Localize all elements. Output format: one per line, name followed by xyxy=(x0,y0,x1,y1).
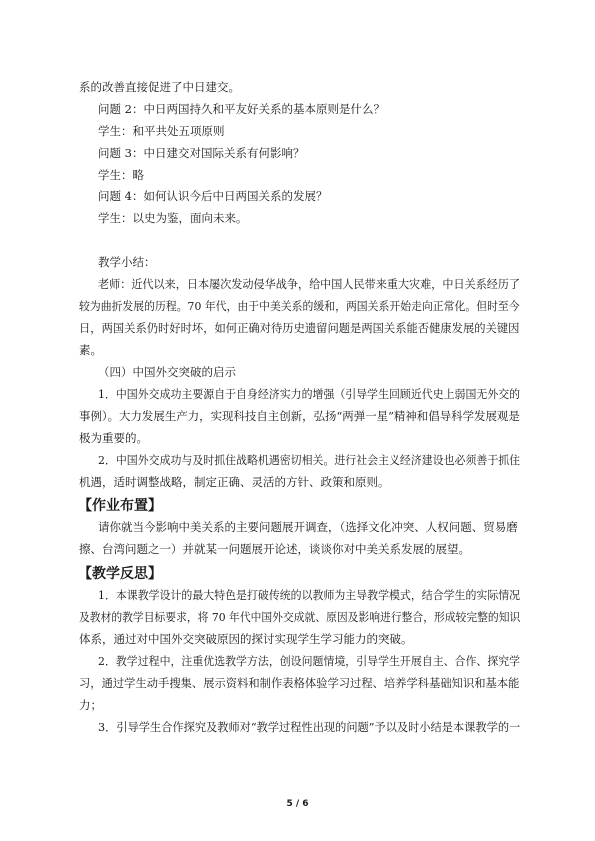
text-line: 较为曲折发展的历程。70 年代，由于中美关系的缓和，两国关系开始走向正常化。但时至今 xyxy=(79,299,520,313)
text-line: 问题 4：如何认识今后中日两国关系的发展？ xyxy=(98,189,328,203)
text-line: 事例）。大力发展生产力，实现科技自主创新，弘扬“两弹一星”精神和倡导科学发展观是 xyxy=(79,409,520,423)
text-line: 极为重要的。 xyxy=(79,431,148,445)
section-label: 教学小结： xyxy=(98,255,156,269)
text-line: 擦、台湾问题之一）并就某一问题展开论述，谈谈你对中美关系发展的展望。 xyxy=(79,542,470,556)
section-label: （四）中国外交突破的启示 xyxy=(98,365,236,379)
text-line: 习，通过学生动手搜集、展示资料和制作表格体验学习过程、培养学科基础知识和基本能 xyxy=(79,676,520,690)
text-line: 3．引导学生合作探究及教师对“教学过程性出现的问题”予以及时小结是本课教学的一 xyxy=(98,720,521,734)
text-line: 2．教学过程中，注重优选教学方法，创设问题情境，引导学生开展自主、合作、探究学 xyxy=(98,654,521,668)
text-line: 1．中国外交成功主要源自于自身经济实力的增强（引导学生回顾近代史上弱国无外交的 xyxy=(98,387,521,401)
page-number: 5 / 6 xyxy=(286,799,309,809)
text-line: 体系，通过对中国外交突破原因的探讨实现学生学习能力的突破。 xyxy=(79,632,413,646)
text-line: 学生：以史为鉴，面向未来。 xyxy=(98,211,248,225)
text-line: 问题 2：中日两国持久和平友好关系的基本原则是什么？ xyxy=(98,102,385,116)
text-line: 请你就当今影响中美关系的主要问题展开调查，（选择文化冲突、人权问题、贸易磨 xyxy=(98,520,518,534)
text-line: 力； xyxy=(79,698,102,712)
text-line: 学生：略 xyxy=(98,168,144,182)
text-line: 系的改善直接促进了中日建交。 xyxy=(79,80,240,94)
text-line: 学生：和平共处五项原则 xyxy=(98,124,225,138)
text-line: 1．本课教学设计的最大特色是打破传统的以教师为主导教学模式，结合学生的实际情况 xyxy=(98,588,521,602)
heading-reflection: 【教学反思】 xyxy=(78,566,162,582)
text-line: 日，两国关系仍时好时坏，如何正确对待历史遗留问题是两国关系能否健康发展的关键因 xyxy=(79,321,520,335)
text-line: 素。 xyxy=(79,343,102,357)
text-line: 老师：近代以来，日本屡次发动侵华战争，给中国人民带来重大灾难，中日关系经历了 xyxy=(98,277,521,291)
heading-homework: 【作业布置】 xyxy=(78,498,162,514)
text-line: 及教材的教学目标要求，将 70 年代中国外交成就、原因及影响进行整合，形成较完整的知识 xyxy=(79,610,521,624)
text-line: 2．中国外交成功与及时抓住战略机遇密切相关。进行社会主义经济建设也必须善于抓住 xyxy=(98,453,521,467)
text-line: 问题 3：中日建交对国际关系有何影响？ xyxy=(98,146,305,160)
text-line: 机遇，适时调整战略，制定正确、灵活的方针、政策和原则。 xyxy=(79,475,390,489)
